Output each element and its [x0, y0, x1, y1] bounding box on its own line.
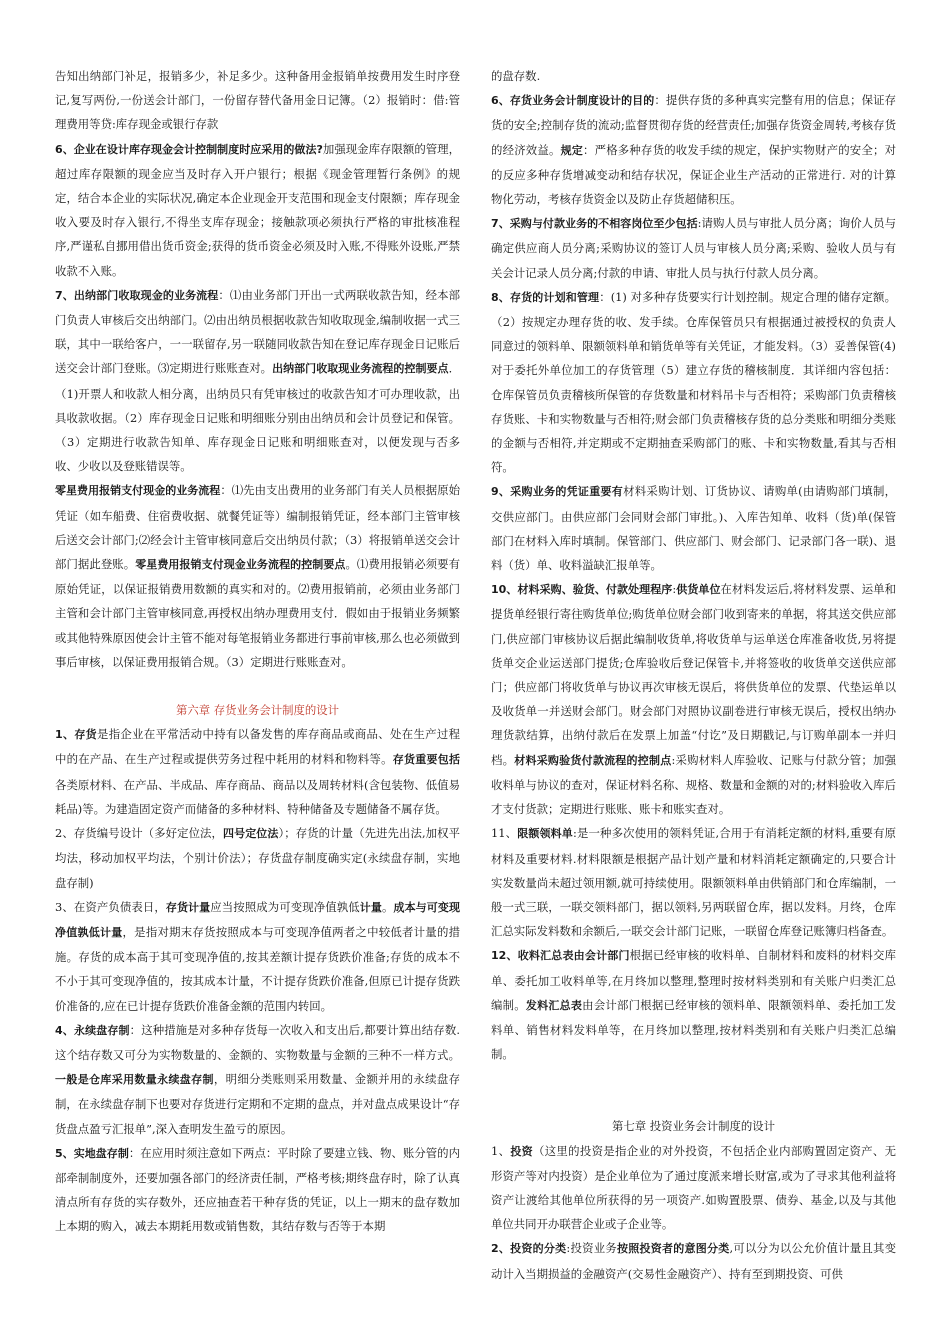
bold-term: 2、投资的分类 [491, 1242, 567, 1256]
bold-term: 材料采购验货付款流程的控制点 [514, 753, 672, 767]
paragraph [55, 1141, 460, 1239]
text-run: 。⑴费用报销必须要有原始凭证，以保证报销费用数额的真实和对的。⑵费用报销前，必须由业务部门主管和会计部门主管审核同意,再授权出纳办理费用支付．假如由于报销业务频繁或其他特殊原因使会计主管不能对每笔报销业务都进行事前审核,那么也必须做到事后审核，以保证费用报销合规。（3）定期进行账账查对。 [55, 557, 460, 669]
text-run: 告知出纳部门补足，报销多少，补足多少。这种备用金报销单按费用发生时序登记,复写两份,一份送会计部门，一份留存替代备用金日记簿。（2）报销时：借:管理费用等贷:库存现金或银行存款 [55, 69, 460, 132]
paragraph-gap [491, 1090, 896, 1114]
bold-term: 7、出纳部门收取现金的业务流程 [55, 288, 219, 302]
text-run: ）；存货的计量（先进先出法,加权平均法，移动加权平均法，个别计价法）；存货盘存制度确实定(永续盘存制，实地盘存制) [55, 826, 461, 890]
paragraph [491, 1139, 896, 1237]
bold-term: 零星费用报销支付现金业务流程的控制要点 [135, 558, 346, 572]
text-run: :请购人员与审批人员分离；询价人员与确定供应商人员分离;采购协议的签订人员与审核人员分离;采购、验收人员与有关会计记录人员分离;付款的申请、审批人员与执行付款人员分离。 [491, 216, 896, 280]
paragraph [55, 895, 460, 1018]
bold-term: 投资 [510, 1144, 533, 1158]
right-column [491, 64, 896, 1286]
text-run: :是一种多次使用的领料凭证,合用于有消耗定额的材料,重要有原材料及重要材料.材料限额是根据产品计划产量和材料消耗定额确定的,只要合计实发数量尚未超过领用额,就可持续使用。限额领料单由供销部门和仓库编制，一般一式三联，一联交领料部门，据以领料,另两联留仓库，据以发料。月终，仓库汇总实际发料数和余额后,一联交会计部门记账，一联留仓库登记账簿归档备查。 [491, 826, 897, 939]
bold-term: 7、采购与付款业务的不相容岗位至少包括 [491, 217, 698, 231]
text-run: 应当按照成为可变现净值孰低 [210, 899, 360, 914]
bold-term: 存货重要包括 [392, 753, 460, 767]
paragraph-gap [491, 1066, 896, 1090]
paragraph [491, 64, 896, 88]
bold-term: 5、实地盘存制 [55, 1146, 129, 1160]
text-run: ：这种措施是对多种存货每一次收入和支出后,都要计算出结存数.这个结存数又可分为实物数量的、金额的、实物数量与金额的三种不一样方式。 [55, 1022, 460, 1062]
paragraph [491, 285, 896, 480]
text-run: 1、 [491, 1143, 511, 1158]
text-run: ：严格多种存货的收发手续的规定，保护实物财产的安全；对的反应多种存货增减变动和结存状况，保证企业生产活动的正常进行. 对的计算物化劳动，考核存货资金以及防止存货超储积压。 [491, 142, 896, 207]
text-run: 在材料发运后,将材料发票、运单和提货单经银行寄往购货单位;购货单位财会部门收到寄来的单据，将其送交供应部门,供应部门审核协议后据此编制收货单,将收货单与运单送仓库准备收货,另将提货单交企业运送部门提货;仓库验收后登记保管卡,并将签收的收货单交送供应部门；供应部门将收货单与协议再次审核无误后，将供货单位的发票、代垫运单以及收货单一并送财会部门。财会部门对照协议副卷进行审核无误后，授权出纳办理货款结算，出纳付款后在发票上加盖“付讫”及日期戳记,与订购单副本一并归档。 [491, 582, 896, 767]
paragraph [55, 1018, 460, 1141]
text-run: 由会计部门根据已经审核的领料单、限额领料单、委托加工发料单、销售材料发料单等，在月终加以整理,按材料类别和有关账户归类汇总编制。 [491, 997, 896, 1062]
paragraph-gap [55, 674, 460, 698]
chapter-heading: 第七章 投资业务会计制度的设计 [611, 1119, 776, 1134]
paragraph [55, 137, 460, 283]
text-run: : [672, 582, 677, 597]
paragraph [55, 478, 460, 674]
text-run: ：⑴先由支出费用的业务部门有关人员根据原始凭证（如车船费、住宿费收据、就餐凭证等）编制报销凭证，经本部门主管审核后送交会计部门;⑵经会计主管审核同意后交出纳员付款；（3）将报销单送交会计部门据此登账。 [55, 483, 460, 572]
bold-term: 4、永续盘存制 [55, 1023, 130, 1037]
paragraph [491, 577, 896, 821]
text-run: 。 [381, 899, 394, 914]
text-run: 是指企业在平常活动中持有以备发售的库存商品或商品、处在生产过程中的在产品、在生产过程或提供劳务过程中耗用的材料和物料等。 [55, 727, 460, 767]
text-run: 加强现金库存限额的管理，超过库存限额的现金应当及时存入开户银行；根据《现金管理暂行条例》的规定，结合本企业的实际状况,确定本企业现金开支范围和现金支付限额；库存现金收入要及时存入银行,不得坐支库存现金；接触款项必须执行严格的审批核准程序,严谨私自挪用借出货币资金;获得的货币资金必须及时入账,不得账外设账,严禁收款不入账。 [55, 141, 460, 278]
bold-term: 出纳部门收取现业务流程的控制要点 [272, 362, 449, 376]
text-run: 的盘存数. [491, 69, 541, 83]
paragraph [491, 479, 896, 577]
bold-term: 计量 [359, 900, 382, 914]
paragraph [491, 211, 896, 285]
bold-term: 8、存货的计划和管理 [491, 290, 600, 304]
text-run: 3、在资产负债表日， [55, 899, 166, 914]
chapter-heading: 第六章 存货业务会计制度的设计 [175, 703, 340, 718]
bold-term: 成本与可变现净值孰低计量 [55, 900, 461, 939]
bold-term: 按照投资者的意图分类 [617, 1242, 730, 1256]
bold-term: 6、存货业务会计制度设计的目的 [491, 94, 655, 108]
paragraph [55, 64, 460, 137]
text-run: （这里的投资是指企业的对外投资，不包括企业内部购置固定资产、无形资产等对内投资）是企业单位为了通过度派来增长财富,或为了寻求其他利益将资产让渡给其他单位所获得的另一项资产.如购置股票、债券、基金,以及与其他单位共同开办联营企业或子企业等。 [491, 1143, 897, 1232]
paragraph [55, 821, 460, 895]
text-run: ，是指对期末存货按照成本与可变现净值两者之中较低者计量的措施。存货的成本高于其可变现净值的,按其差额计提存货跌价准备;存货的成本不不小于其可变现净值的，按其成本计量，不计提存货跌价准备,但原已计提存货跌价准备的,应在已计提存货跌价准备金额的范围内转回。 [55, 924, 460, 1013]
bold-term: 零星费用报销支付现金的业务流程 [55, 484, 221, 498]
text-run: ：⑴由业务部门开出一式两联收款告知，经本部门负责人审核后交出纳部门。⑵由出纳员根据收款告知收取现金,编制收据一式三联，其中一联给客户，一一联留存,另一联随同收款告知在登记库存现金日记账后送交会计部门登账。⑶定期进行账账查对。 [55, 287, 460, 376]
bold-term: 限额领料单 [517, 827, 573, 841]
text-run: ：(1) 对多种存货要实行计划控制。规定合理的储存定额。（2）按规定办理存货的收、发手续。仓库保管员只有根据通过被授权的负责人同意过的领料单、限额领料单和销货单等有关凭证，才能发料。（3）妥善保管(4)对于委托外单位加工的存货管理（5）建立存货的稽核制度．其详细内容包括：仓库保管员负责稽核所保管的存货数量和材料吊卡与否相符；采购部门负责稽核存货账、卡和实物数量与否相符;财会部门负责稽核存货的总分类账和明细分类账的金额与否相符,并定期或不定期抽查采购部门的账、卡和实物数量,看其与否相符。 [491, 289, 896, 475]
bold-term: 12、收料汇总表由会计部门 [491, 949, 630, 963]
text-run: :投资业务 [566, 1241, 618, 1256]
paragraph [491, 1236, 896, 1285]
bold-term: 一般是仓库采用数量永续盘存制 [55, 1073, 214, 1087]
bold-term: 发料汇总表 [525, 998, 583, 1012]
text-run: ,可以分为以公允价值计量且其变动计入当期损益的金融资产(交易性金融资产）、持有至到期投资、可供 [491, 1241, 897, 1281]
bold-term: 四号定位法 [223, 827, 279, 841]
text-run: 各类原材料、在产品、半成品、库存商品、商品以及周转材料(含包装物、低值易耗品)等。为建造固定资产而储备的多种材料、特种储备及专题储备不属存货。 [55, 777, 460, 816]
text-run: ：在应用时须注意如下两点：平时除了要建立钱、物、账分管的内部牵制制度外，还要加强各部门的经济责任制，严格考核;期终盘存时，除了认真清点所有存货的实存数外，还应抽查若干种存货的凭证，以上一期末的盘存数加上本期的购入，减去本期耗用数或销售数，其结存数与否等于本期 [55, 1145, 460, 1234]
paragraph [55, 722, 460, 821]
bold-term: 1、存货 [55, 728, 97, 742]
left-column [55, 64, 460, 1239]
text-run: 11、 [491, 826, 518, 841]
text-run: :采购材料人库验收、记账与付款分管；加强收料单与协议的查对，保证材料名称、规格、数量和金额的对的;材料验收入库后才支付货款；定期进行账账、账卡和账实查对。 [491, 752, 897, 817]
bold-term: 存货计量 [165, 900, 211, 914]
bold-term: 10、材料采购、验货、付款处理程序 [491, 583, 673, 597]
bold-term: 供货单位 [676, 583, 721, 597]
paragraph [55, 283, 460, 479]
text-run: ，明细分类账则采用数量、金额并用的永续盘存制，在永续盘存制下也要对存货进行定期和不定期的盘点，并对盘点成果设计“存货盘点盈亏汇报单”,深入查明发生盈亏的原因。 [55, 1072, 460, 1136]
text-run: 材料采购计划、订货协议、请购单(由请购部门填制，交供应部门。由供应部门会同财会部门审批。)、入库告知单、收料（货)单(保管部门在材料入库时填制。保管部门、供应部门、财会部门、记录部门各一联)、退料（货）单、收料溢缺汇报单等。 [491, 484, 897, 573]
paragraph [491, 88, 896, 211]
text-run: 根据已经审核的收料单、自制材料和废料的材料交库单、委托加工收料单等,在月终加以整理,整理时按材料类别和有关账户归类汇总编制。 [491, 948, 896, 1012]
text-run: ：提供存货的多种真实完整有用的信息；保证存货的安全;控制存货的流动;监督贯彻存货的经营责任;加强存货资金周转,考核存货的经济效益。 [491, 93, 896, 157]
paragraph [491, 821, 896, 943]
text-run: 2、存货编号设计（多好定位法， [55, 826, 224, 841]
paragraph [491, 943, 896, 1066]
bold-term: 6、企业在设计库存现金会计控制制度时应采用的做法? [55, 142, 323, 156]
text-run: ．（1)开票人和收款人相分离，出纳员只有凭审核过的收款告知才可办理收款，出具收款收据。（2）库存现金日记账和明细账分别由出纳员和会计员登记和保管。（3）定期进行收款告知单、库存现金日记账和明细账查对，以便发现与否多收、少收以及登账错误等。 [55, 361, 460, 474]
bold-term: 9、采购业务的凭证重要有 [491, 485, 624, 499]
bold-term: 规定 [560, 143, 584, 157]
